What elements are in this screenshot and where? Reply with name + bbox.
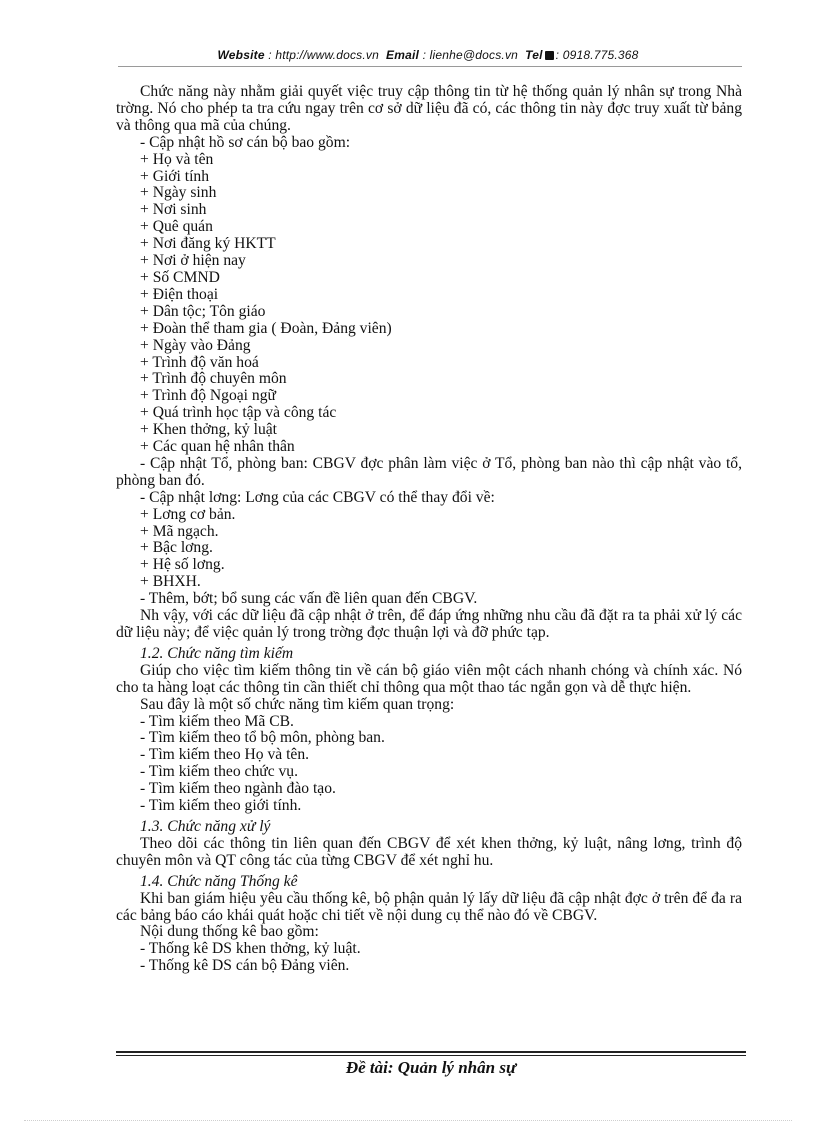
profile-list-item: + Trình độ chuyên môn xyxy=(140,370,287,388)
page-header xyxy=(118,48,738,62)
telephone-icon xyxy=(545,51,554,60)
salary-list-item: + Hệ số lơng. xyxy=(140,556,225,574)
process-section-title: 1.3. Chức năng xử lý xyxy=(140,817,271,835)
process-paragraph: Theo dõi các thông tin liên quan đến CBGV để xét khen thởng, kỷ luật, nâng lơng, trình độ chuyên môn và QT công tác của từng CBGV để xét nghỉ hu. xyxy=(116,834,742,869)
tel-number: : 0918.775.368 xyxy=(555,48,639,62)
search-list-item: - Tìm kiếm theo ngành đào tạo. xyxy=(140,780,336,798)
stats-list xyxy=(116,941,742,975)
profile-list-item: + Trình độ văn hoá xyxy=(140,353,259,371)
stats-lead: Nội dung thống kê bao gồm: xyxy=(140,923,319,941)
search-list xyxy=(116,714,742,815)
stats-paragraph: Khi ban giám hiệu yêu cầu thống kê, bộ phận quản lý lấy dữ liệu đã cập nhật đợc ở trên để đa ra các bảng báo cáo khái quát hoặc chi tiết về nội dung cụ thể nào đó về CBGV. xyxy=(116,889,742,924)
profile-list-item: + Quê quán xyxy=(140,218,213,236)
profile-list-item: + Ngày vào Đảng xyxy=(140,336,251,354)
document-body xyxy=(116,84,742,975)
email-label: Email xyxy=(386,48,420,62)
page-bottom-edge xyxy=(24,1120,792,1121)
profile-list-item: + Ngày sinh xyxy=(140,184,217,202)
tel-label: Tel xyxy=(525,48,543,62)
profile-list-item: + Quá trình học tập và công tác xyxy=(140,404,337,422)
profile-list-item: + Các quan hệ nhân thân xyxy=(140,438,295,456)
profile-list-item: + Đoàn thể tham gia ( Đoàn, Đảng viên) xyxy=(140,319,392,337)
stats-section-title: 1.4. Chức năng Thống kê xyxy=(140,872,298,890)
profile-list-item: + Giới tính xyxy=(140,167,210,185)
profile-list-item: + Họ và tên xyxy=(140,150,214,168)
website-label: Website xyxy=(217,48,265,62)
add-remove-line: - Thêm, bớt; bổ sung các vấn đề liên quan đến CBGV. xyxy=(140,590,478,608)
stats-list-item: - Thống kê DS khen thởng, kỷ luật. xyxy=(140,940,361,958)
profile-list-item: + Dân tộc; Tôn giáo xyxy=(140,302,266,320)
footer-title: Đề tài: Quản lý nhân sự xyxy=(345,1058,517,1077)
profile-list-item: + Trình độ Ngoại ngữ xyxy=(140,387,276,405)
search-list-item: - Tìm kiếm theo tổ bộ môn, phòng ban. xyxy=(140,729,385,747)
search-list-item: - Tìm kiếm theo Họ và tên. xyxy=(140,746,310,764)
profile-list-item: + Nơi đăng ký HKTT xyxy=(140,235,276,253)
profile-list-item: + Nơi sinh xyxy=(140,201,207,219)
profile-heading: - Cập nhật hồ sơ cán bộ bao gồm: xyxy=(140,133,351,151)
salary-list xyxy=(116,507,742,592)
search-lead: Sau đây là một số chức năng tìm kiếm quan trọng: xyxy=(140,695,455,713)
salary-heading: - Cập nhật lơng: Lơng của các CBGV có thể thay đổi về: xyxy=(140,488,495,506)
search-list-item: - Tìm kiếm theo chức vụ. xyxy=(140,763,299,781)
profile-list-item: + Số CMND xyxy=(140,268,220,286)
intro-paragraph: Chức năng này nhằm giải quyết việc truy cập thông tin từ hệ thống quản lý nhân sự trong Nhà trờng. Nó cho phép ta tra cứu ngay trên cơ sở dữ liệu đã có, các thông tin này đợc truy xuất từ bảng và thông qua mã của chúng. xyxy=(116,83,742,134)
website-url[interactable]: : http://www.docs.vn xyxy=(268,48,379,62)
search-section-title: 1.2. Chức năng tìm kiếm xyxy=(140,644,294,662)
profile-list xyxy=(116,152,742,456)
email-address[interactable]: : lienhe@docs.vn xyxy=(422,48,519,62)
search-intro-paragraph: Giúp cho việc tìm kiếm thông tin về cán bộ giáo viên một cách nhanh chóng và chính xác. Nó cho ta hàng loạt các thông tin cần thiết chỉ thông qua một thao tác ngắn gọn và dễ thực hiện. xyxy=(116,661,742,696)
search-list-item: - Tìm kiếm theo Mã CB. xyxy=(140,712,294,730)
salary-list-item: + Lơng cơ bản. xyxy=(140,505,236,523)
profile-list-item: + Nơi ở hiện nay xyxy=(140,252,246,270)
salary-list-item: + BHXH. xyxy=(140,573,201,591)
header-divider xyxy=(118,66,742,67)
summary-paragraph: Nh vậy, với các dữ liệu đã cập nhật ở trên, để đáp ứng những nhu cầu đã đặt ra ta phải xử lý các dữ liệu này; để việc quản lý trong trờng đợc thuận lợi và đỡ phức tạp. xyxy=(116,607,742,641)
stats-list-item: - Thống kê DS cán bộ Đảng viên. xyxy=(140,957,350,975)
search-list-item: - Tìm kiếm theo giới tính. xyxy=(140,797,302,815)
footer-divider xyxy=(116,1051,746,1056)
salary-list-item: + Mã ngạch. xyxy=(140,522,219,540)
profile-list-item: + Điện thoại xyxy=(140,285,219,303)
dept-update-paragraph: - Cập nhật Tổ, phòng ban: CBGV đợc phân làm việc ở Tổ, phòng ban nào thì cập nhật vào tổ, phòng ban đó. xyxy=(116,454,742,489)
salary-list-item: + Bậc lơng. xyxy=(140,539,213,557)
profile-list-item: + Khen thởng, kỷ luật xyxy=(140,421,278,439)
